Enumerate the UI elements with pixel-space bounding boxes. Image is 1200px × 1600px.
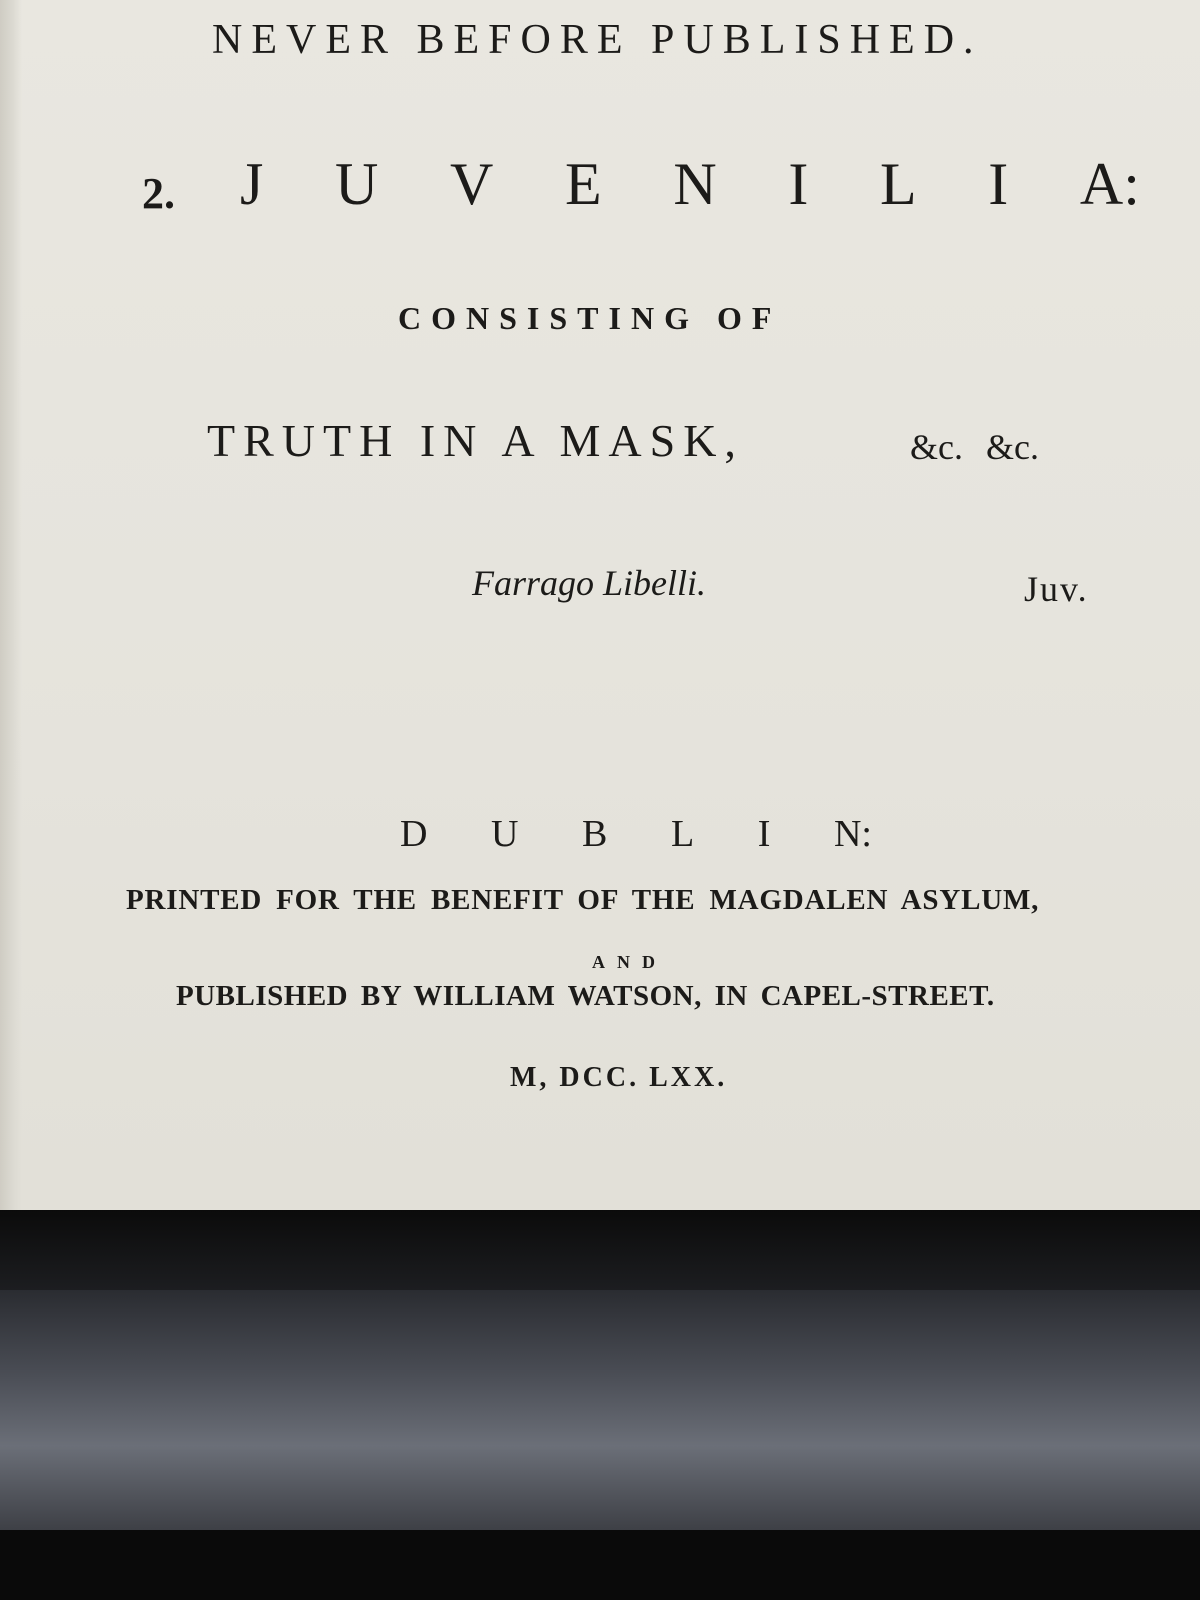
imprint-published-by: PUBLISHED BY WILLIAM WATSON, IN CAPEL-STREET. [176,980,995,1012]
volume-number: 2. [142,169,175,218]
title-letter: I [788,151,809,217]
subtitle-etc: &c. &c. [910,427,1039,467]
city-letter: B [582,813,608,855]
imprint-conjunction: AND [592,952,667,972]
title-letter: A: [1079,151,1140,217]
title-letter: L [879,151,917,217]
city-letter: N: [833,813,872,855]
page-edge [0,0,22,1210]
city-letter: L [670,813,695,855]
title-letter: N [673,151,717,217]
title-letter: U [335,151,379,217]
motto: Farrago Libelli. [472,563,707,603]
city-letter: D [400,813,428,855]
notice-line: NEVER BEFORE PUBLISHED. [212,17,983,63]
title-letter: I [988,151,1009,217]
imprint-city [400,812,872,856]
title-letter: E [565,151,602,217]
imprint-date: M, DCC. LXX. [510,1062,728,1093]
bottom-shadow [0,1530,1200,1600]
book-title [240,150,1140,219]
page-shadow [0,1210,1200,1290]
subtitle: TRUTH IN A MASK, [207,415,744,466]
title-letter: V [450,151,494,217]
motto-source: Juv. [1024,569,1089,609]
title-letter: J [240,151,264,217]
city-letter: I [757,813,771,855]
table-surface [0,1290,1200,1530]
city-letter: U [491,813,519,855]
imprint-printed-for: PRINTED FOR THE BENEFIT OF THE MAGDALEN ASYLUM, [126,884,1040,916]
subtitle-intro: CONSISTING OF [398,300,782,336]
